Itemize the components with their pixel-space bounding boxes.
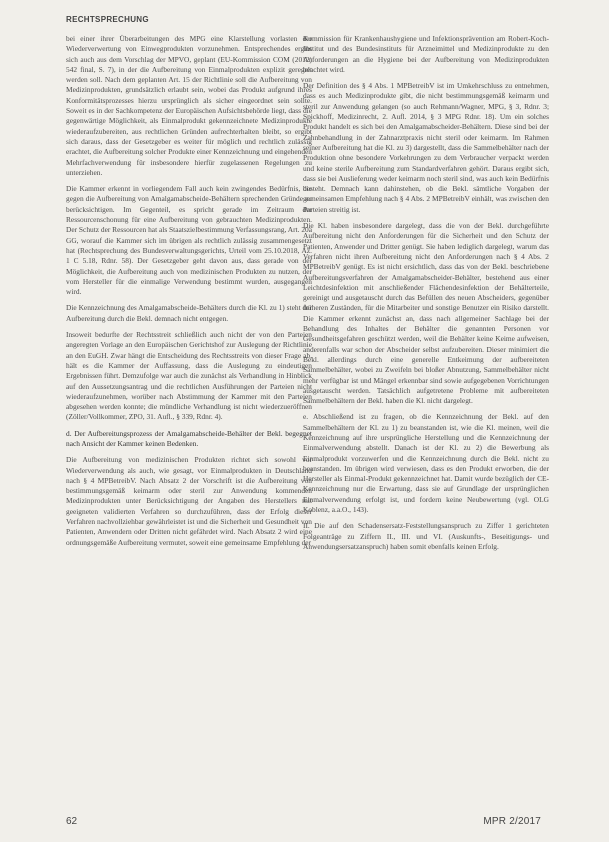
paragraph: Die Aufbereitung von medizinischen Produkten richtet sich sowohl vor Wiederverwendung als auch, wie gesagt, vor Einmalprodukten in Deutschland nach § 4 MPBetreibV. Nach Absatz 2 der Vorschrift ist die Aufbereitung von bestimmungsgemäß keimarm oder steril zur Anwendung kommenden Medizinprodukten unter Berücksichtigung der Angaben des Herstellers mit geeigneten validierten Verfahren so durchzuführen, dass der Erfolg dieser Verfahren nachvollziehbar gewährleistet ist und die Sicherheit und Gesundheit von Patienten, Anwendern oder Dritten nicht gefährdet wird. Nach Absatz 2 wird eine ordnungsgemäße Aufbereitung vermutet, soweit eine gemeinsame Empfehlung der: [66, 455, 312, 547]
left-column: [66, 34, 312, 798]
paragraph: d. Der Aufbereitungsprozess der Amalgamabscheide-Behälter der Bekl. begegnet nach Ansicht der Kammer keinen Bedenken.: [66, 428, 312, 448]
paragraph: Insoweit bedurfte der Rechtsstreit schließlich auch nicht der von den Parteien angeregten Vorlage an den Europäischen Gerichtshof zur Auslegung der Richtlinie an den EuGH. Zwar hängt die Entscheidung des Rechtsstreits von dieser Frage ab, hält es die Kammer der Auffassung, dass die Auslegung zu eindeutigen Ergebnissen führt. Demzufolge war auch die zunächst als Verhandlung in Hinblick auf den Aussetzungsantrag und die rechtlichen Ausführungen der Parteien nicht wiederaufzunehmen, worüber nach Abstimmung der Kammer mit den Parteien abgesehen werden konnte; die mündliche Verhandlung ist nicht wiederzueröffnen (Zöller/Vollkommer, ZPO, 31. Aufl., § 339, Rdnr. 4).: [66, 330, 312, 422]
section-header: RECHTSPRECHUNG: [66, 15, 149, 24]
paragraph: Die Kl. haben insbesondere dargelegt, dass die von der Bekl. durchgeführte Aufbereitung nicht den Anforderungen für die Sicherheit und den Schutz der Patienten, Anwender und Dritter genügt. Sie haben lediglich dargelegt, warum das Verfahren nicht ihren Aufbereitung nicht den Anforderungen nach § 4 Abs. 2 MPBetreibV genügt. Es ist nicht ersichtlich, dass das von der Bekl. beschriebene Aufbereitungsverfahren der Amalgamabscheider-Behälter, bestehend aus einer Leichtdesinfektion mit anschließender Flächendesinfektion der Behälterteile, gereinigt und ausgetauscht durch das Befüllen des neuen Abscheiders, gegenüber früheren Zuständen, für die Mitarbeiter und sonstige Benutzer ein Risiko darstellt. Die Kammer erkennt zunächst an, dass nach allgemeiner Sachlage bei der Behandlung des Inhaltes der Behälter die genannten Personen vor Gesundheitsgefahren geschützt werden, weil die Behälter keine Keime aufweisen, anderenfalls war schon der Abscheider selbst aufzubereiten. Dieser minimiert die Bekl. allerdings durch eine generelle Entkeimung der aufbereiteten Sammelbehälter, wobei zu Zweifeln bei bloßer Abnutzung, Sammelbehälter nicht mehr verfügbar ist und Mängel erkennbar sind sowie aufgegebenen Vorrichtungen ausgetauscht werden. Tatsächlich aufgetretene Probleme mit aufbereiteten Sammelbehältern der Bekl. haben die Kl. nicht dargelegt.: [303, 221, 549, 406]
paragraph: Der Definition des § 4 Abs. 1 MPBetreibV ist im Umkehrschluss zu entnehmen, dass es auch Medizinprodukte gibt, die nicht bestimmungsgemäß keimarm und steril zur Anwendung gelangen (so auch Rehmann/Wagner, MPG, § 3, Rdnr. 3; Spickhoff, Medizinrecht, 2. Aufl. 2014, § 3 MPG Rdnr. 18). Um ein solches Produkt handelt es sich bei den Amalgamabscheider-Behältern. Diese sind bei der Zahnbehandlung in der Zahnarztpraxis nicht steril oder keimarm. Im Rahmen seiner Aufbereitung hat die Kl. zu 3) dargestellt, dass die Sammelbehälter nach der Produktion ohne besondere Vorkehrungen zu dem Verbraucher verpackt werden und keine sterile Aufbereitung zum Standardverfahren gehört. Daraus ergibt sich, dass sie bei Auslieferung weder keimarm noch steril sind, was auch kein Bedürfnis besteht. Demnach kann dahinstehen, ob die Bekl. sämtliche Vorgaben der gemeinsamen Empfehlung nach § 4 Abs. 2 MPBetreibV einhält, was zwischen den Parteien streitig ist.: [303, 81, 549, 214]
right-column: [303, 34, 549, 798]
page-number: 62: [66, 816, 78, 827]
paragraph: Die Kennzeichnung des Amalgamabscheide-Behälters durch die Kl. zu 1) steht der Aufbereitung durch die Bekl. demnach nicht entgegen.: [66, 303, 312, 323]
journal-issue: MPR 2/2017: [483, 816, 541, 827]
paragraph: II. Die auf den Schadensersatz-Feststellungsanspruch zu Ziffer 1 gerichteten Folgeanträge zu Ziffern II., III. und VI. (Auskunfts-, Beseitigungs- und Anwendungsersatzanspruch) haben somit ebenfalls keinen Erfolg.: [303, 521, 549, 551]
paragraph: e. Abschließend ist zu fragen, ob die Kennzeichnung der Bekl. auf den Sammelbehältern der Kl. zu 1) zu beanstanden ist, wie die Kl. meinen, weil die Kennzeichnung auf ihre ursprüngliche Herstellung und die Kennzeichnung der Einmalverwendung abstellt. Danach ist der Kl. zu 2) die Bewerbung als Einmalprodukt vorzuwerfen und die Kennzeichnung durch die Bekl. nicht zu beanstanden. Im übrigen wird verwiesen, dass es den Produkt erworben, die der Hersteller als Einmal-Produkt gekennzeichnet hat. Damit wurde bezüglich der CE-Kennzeichnung nur die Erwartung, dass sie auf Grundlage der ursprünglichen Einmalverwendung erfolgt ist, und fordern keine Neubewertung (vgl. OLG Koblenz, a.a.O., 143).: [303, 412, 549, 515]
paragraph: Kommission für Krankenhaushygiene und Infektionsprävention am Robert-Koch-Institut und des Bundesinstituts für Arzneimittel und Medizinprodukte zu den Anforderungen an die Hygiene bei der Aufbereitung von Medizinprodukten beachtet wird.: [303, 34, 549, 74]
paragraph: bei einer ihrer Überarbeitungen des MPG eine Klarstellung vorlasten der Wiederverwertung von Einwegprodukten vorzunehmen. Entsprechendes ergibt sich auch aus dem Vorschlag der MPVO, geplant (EU-Kommission COM (2012) 542 final, S. 7), in der die Aufbereitung von Einmalprodukten explizit geregelt werden soll. Nach dem geplanten Art. 15 der Richtlinie soll die Aufbereitung von Medizinprodukten, grundsätzlich erlaubt sein, wobei das Produkt aufgrund ihres Konformitätsprozesses hierzu ursprünglich als sicher eingeordnet sein sollte. Soweit es in der Sachkompetenz der Europäischen Aufsichtsbehörde liegt, dass die gegenwärtige Möglichkeit, als Einmalprodukt gekennzeichnete Medizinprodukte wiederaufzubereiten, aus rechtlichen Gründen aufrechterhalten bleibt, so ergibt sich daraus, dass der Gesetzgeber es weiter für möglich und rechtlich zulässig erachtet, die Aufbereitung solcher Produkte einer Kennzeichnung und eingehenden Mehrfachverwendung für insbesondere hierfür zugelassenen Regelungen zu unterziehen.: [66, 34, 312, 177]
paragraph: Die Kammer erkennt in vorliegendem Fall auch kein zwingendes Bedürfnis, die gegen die Aufbereitung von Amalgamabscheide-Behältern sprechenden Gründe zu berücksichtigen. Im Gegenteil, es spricht gerade im Zeitraum der Ressourcenschonung für eine Aufbereitung von gebrauchten Medizinprodukten. Der Schutz der Ressourcen hat als Staatszielbestimmung Verfassungsrang, Art. 20a GG, worauf die Kammer sich im übrigen als rechtlich zulässig zusammengesetzt hat (Rechtsprechung des Bundesverwaltungsgerichts, Urteil vom 25.10.2018, Az. 1 C 5.18, Rdnr. 58). Der Gesetzgeber geht davon aus, dass gerade von der Möglichkeit, die Aufbereitung auch von medizinischen Produkten zu nutzen, der vom Hersteller für die einmalige Verwendung bestimmt wurden, ausgegangen wird.: [66, 184, 312, 297]
